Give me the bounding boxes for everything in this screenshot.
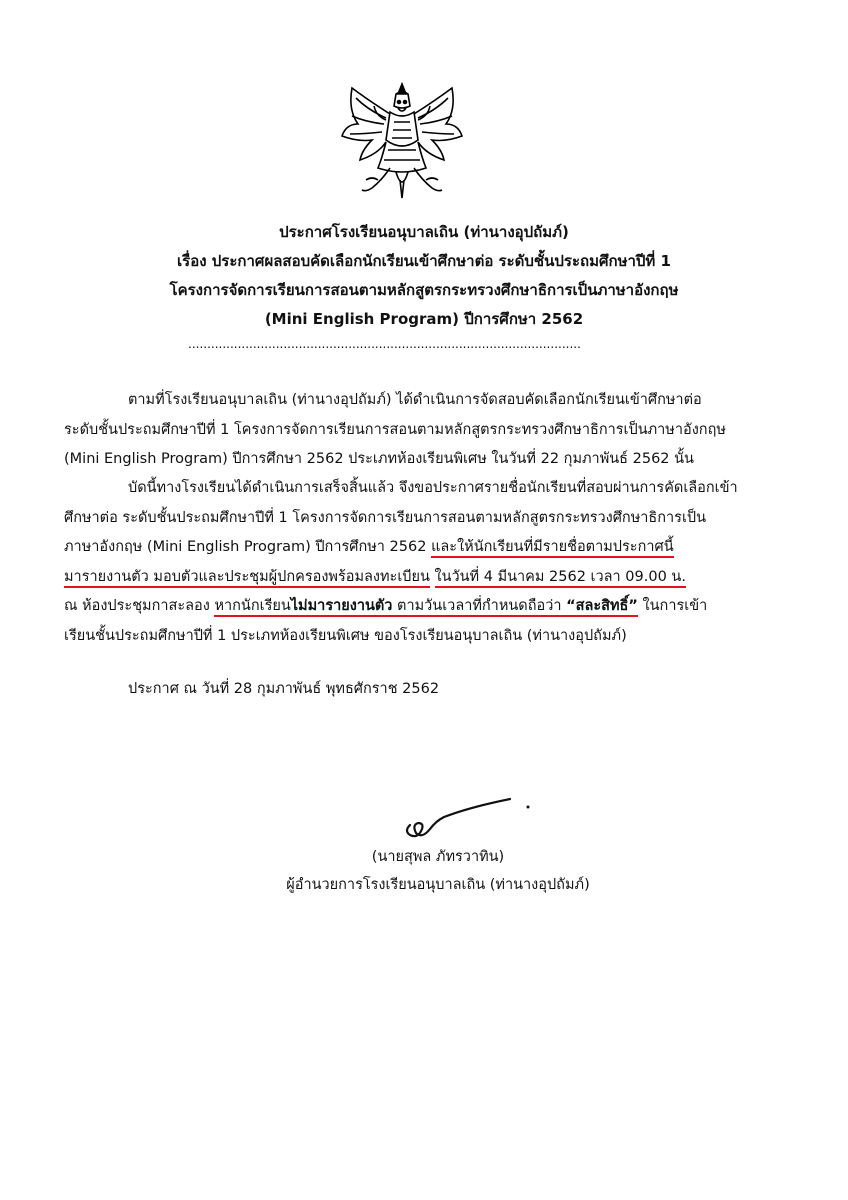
text-segment: ในการเข้า (637, 598, 708, 614)
text-segment: หากนักเรียน (214, 598, 291, 614)
paragraph-line: ระดับชั้นประถมศึกษาปีที่ 1 โครงการจัดการเรียนการสอนตามหลักสูตรกระทรวงศึกษาธิการเป็นภาษาอังกฤษ (64, 421, 726, 438)
paragraph-line (64, 563, 754, 593)
paragraph-line: (Mini English Program) ปีการศึกษา 2562 ประเภทห้องเรียนพิเศษ ในวันที่ 22 กุมภาพันธ์ 2562 นั้น (64, 451, 694, 467)
paragraph-intro (64, 386, 754, 475)
heading-program-year: (Mini English Program) ปีการศึกษา 2562 (264, 310, 584, 328)
heading-school: ประกาศโรงเรียนอนุบาลเถิน (ท่านางอุปถัมภ์) (279, 223, 569, 241)
signatory-position-block (0, 873, 848, 896)
handwritten-signature-icon (400, 795, 540, 845)
underlined-date-time: ในวันที่ 4 มีนาคม 2562 เวลา 09.00 น. (435, 569, 686, 588)
paragraph-announcement (64, 474, 754, 651)
signatory-name-block (0, 845, 848, 868)
signatory-position: ผู้อำนวยการโรงเรียนอนุบาลเถิน (ท่านางอุปถัมภ์) (286, 877, 590, 893)
signatory-name: (นายสุพล ภัทรวาทิน) (371, 849, 505, 865)
bold-no-report: ไม่มารายงานตัว (290, 598, 393, 614)
heading-program: โครงการจัดการเรียนการสอนตามหลักสูตรกระทรวงศึกษาธิการเป็นภาษาอังกฤษ (169, 281, 679, 299)
text-segment (430, 569, 435, 585)
paragraph-line: บัดนี้ทางโรงเรียนได้ดำเนินการเสร็จสิ้นแล้ว จึงขอประกาศรายชื่อนักเรียนที่สอบผ่านการคัดเลือกเข้า (128, 480, 738, 496)
heading-subject: เรื่อง ประกาศผลสอบคัดเลือกนักเรียนเข้าศึกษาต่อ ระดับชั้นประถมศึกษาปีที่ 1 (177, 252, 671, 270)
announcement-date (64, 675, 754, 705)
underlined-instruction: และให้นักเรียนที่มีรายชื่อตามประกาศนี้ (431, 539, 674, 558)
paragraph-line: ตามที่โรงเรียนอนุบาลเถิน (ท่านางอุปถัมภ์) ได้ดำเนินการจัดสอบคัดเลือกนักเรียนเข้าศึกษาต่อ (128, 392, 702, 408)
garuda-emblem-icon (338, 80, 466, 202)
text-segment: ตามวันเวลาที่กำหนดถือว่า (392, 598, 567, 614)
date-line: ประกาศ ณ วันที่ 28 กุมภาพันธ์ พุทธศักราช 2562 (128, 681, 440, 697)
text-segment: ณ ห้องประชุมกาสะลอง (64, 598, 215, 614)
paragraph-line (64, 533, 754, 563)
paragraph-line: เรียนชั้นประถมศึกษาปีที่ 1 ประเภทห้องเรียนพิเศษ ของโรงเรียนอนุบาลเถิน (ท่านางอุปถัมภ์) (64, 627, 627, 644)
text-segment: ภาษาอังกฤษ (Mini English Program) ปีการศึกษา 2562 (64, 539, 432, 555)
bold-forfeit: “สละสิทธิ์” (566, 598, 638, 614)
announcement-heading (0, 218, 848, 334)
underlined-warning (214, 598, 638, 617)
paragraph-line (64, 592, 754, 622)
underlined-report-instruction: มารายงานตัว มอบตัวและประชุมผู้ปกครองพร้อมลงทะเบียน (64, 569, 430, 588)
dotted-divider: ....................................................................................................... (188, 337, 581, 351)
paragraph-line: ศึกษาต่อ ระดับชั้นประถมศึกษาปีที่ 1 โครงการจัดการเรียนการสอนตามหลักสูตรกระทรวงศึกษาธิการเป็น (64, 509, 707, 526)
